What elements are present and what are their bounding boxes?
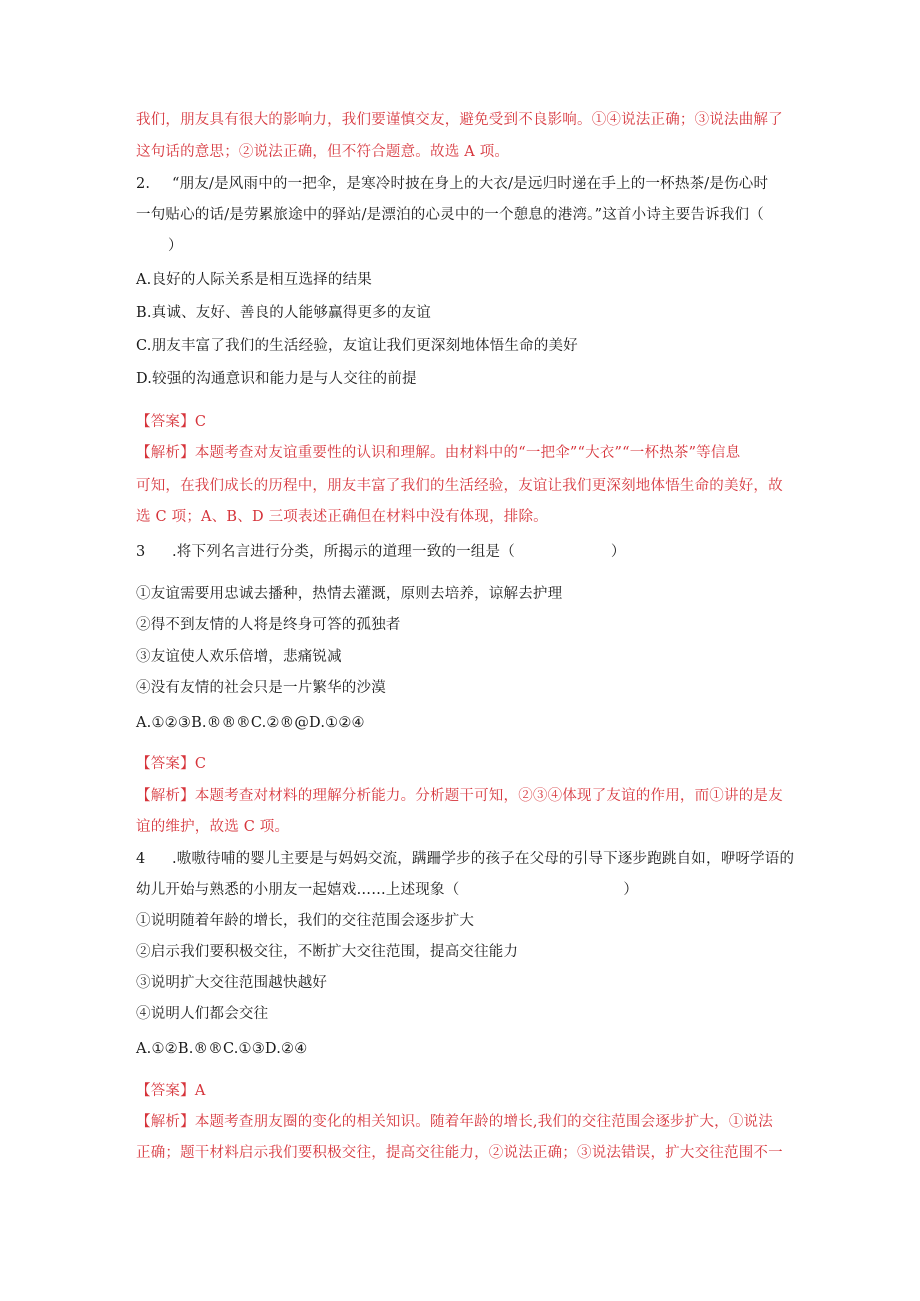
q4-answer (136, 1081, 205, 1101)
q2-stem-line-3: ） (168, 238, 183, 254)
q3-item-2: ②得不到友情的人将是终身可答的孤独者 (136, 617, 401, 633)
q4-analysis-label: 【解析】 (136, 1114, 195, 1130)
q2-stem-line-2: 一句贴心的话/是劳累旅途中的驿站/是漂泊的心灵中的一个憩息的港湾。”这首小诗主要告诉我们（ (136, 207, 764, 223)
q4-analysis-line-2: 正确；题干材料启示我们要积极交往，提高交往能力，②说法正确；③说法错误，扩大交往范围不一 (136, 1145, 783, 1161)
q2-stem-text-1: “朋友/是风雨中的一把伞，是寒冷时披在身上的大衣/是远归时递在手上的一杯热茶/是伤心时 (172, 176, 769, 192)
q3-number: 3 (136, 544, 146, 560)
q2-analysis-text-1: 本题考查对友谊重要性的认识和理解。由材料中的“一把伞”“大衣”“一杯热茶”等信息 (194, 445, 741, 461)
q2-answer-label: 【答案】 (136, 414, 195, 430)
q2-analysis-line-3: 选 C 项；A、B、D 三项表述正确但在材料中没有体现，排除。 (136, 509, 548, 525)
q2-option-c: C.朋友丰富了我们的生活经验，友谊让我们更深刻地体悟生命的美好 (136, 338, 578, 354)
q3-stem (136, 542, 626, 562)
intro-analysis-line-1: 我们，朋友具有很大的影响力，我们要谨慎交友，避免受到不良影响。①④说法正确；③说法曲解了 (136, 112, 783, 128)
q2-option-d: D.较强的沟通意识和能力是与人交往的前提 (136, 371, 417, 387)
q2-stem-line-1 (136, 174, 768, 194)
q3-answer-value: C (194, 756, 207, 772)
q3-analysis-line-2: 谊的维护，故选 C 项。 (136, 819, 290, 835)
q2-analysis-line-1 (136, 443, 740, 463)
q4-answer-label: 【答案】 (136, 1083, 195, 1099)
q4-stem-line-1 (136, 849, 794, 869)
q3-answer-label: 【答案】 (136, 756, 195, 772)
q3-analysis-line-1 (136, 786, 783, 806)
q4-stem-text-2: 幼儿开始与熟悉的小朋友一起嬉戏……上述现象（ (136, 882, 460, 898)
q2-option-b: B.真诚、友好、善良的人能够赢得更多的友谊 (136, 305, 431, 321)
q2-answer (136, 412, 206, 432)
q3-analysis-text-1: 本题考查对材料的理解分析能力。分析题干可知，②③④体现了友谊的作用，而①讲的是友 (194, 788, 783, 804)
q3-stem-text: .将下列名言进行分类，所揭示的道理一致的一组是（ (172, 544, 515, 560)
intro-analysis-line-2: 这句话的意思；②说法正确，但不符合题意。故选 A 项。 (136, 144, 510, 160)
q4-options: A.①②B.®®C.①③D.②④ (136, 1041, 308, 1057)
q3-answer (136, 754, 206, 774)
q4-stem-text-1: .嗷嗷待哺的婴儿主要是与妈妈交流，蹒跚学步的孩子在父母的引导下逐步跑跳自如，咿呀学语的 (172, 851, 795, 867)
q4-answer-value: A (194, 1083, 206, 1099)
q2-analysis-line-2: 可知，在我们成长的历程中，朋友丰富了我们的生活经验，友谊让我们更深刻地体悟生命的美好，故 (136, 478, 783, 494)
q3-options: A.①②③B.®®®C.②®@D.①②④ (136, 715, 365, 731)
q4-item-2: ②启示我们要积极交往，不断扩大交往范围，提高交往能力 (136, 944, 519, 960)
q2-number: 2. (136, 176, 151, 192)
q2-answer-value: C (194, 414, 207, 430)
q2-analysis-label: 【解析】 (136, 445, 195, 461)
q3-analysis-label: 【解析】 (136, 788, 195, 804)
q4-item-3: ③说明扩大交往范围越快越好 (136, 975, 328, 991)
q2-option-a: A.良好的人际关系是相互选择的结果 (136, 272, 372, 288)
q3-item-3: ③友谊使人欢乐倍增，悲痛锐减 (136, 649, 342, 665)
q3-item-4: ④没有友情的社会只是一片繁华的沙漠 (136, 680, 386, 696)
q4-item-4: ④说明人们都会交往 (136, 1006, 269, 1022)
q4-item-1: ①说明随着年龄的增长，我们的交往范围会逐步扩大 (136, 913, 475, 929)
q3-stem-close: ） (610, 544, 626, 560)
q4-stem-line-2 (136, 880, 638, 900)
q4-stem-close: ） (623, 882, 639, 898)
q4-analysis-line-1 (136, 1112, 773, 1132)
q4-number: 4 (136, 851, 146, 867)
q4-analysis-text-1: 本题考查朋友圈的变化的相关知识。随着年龄的增长,我们的交往范围会逐步扩大，①说法 (194, 1114, 773, 1130)
q3-item-1: ①友谊需要用忠诚去播种，热情去灌溉，原则去培养，谅解去护理 (136, 586, 563, 602)
